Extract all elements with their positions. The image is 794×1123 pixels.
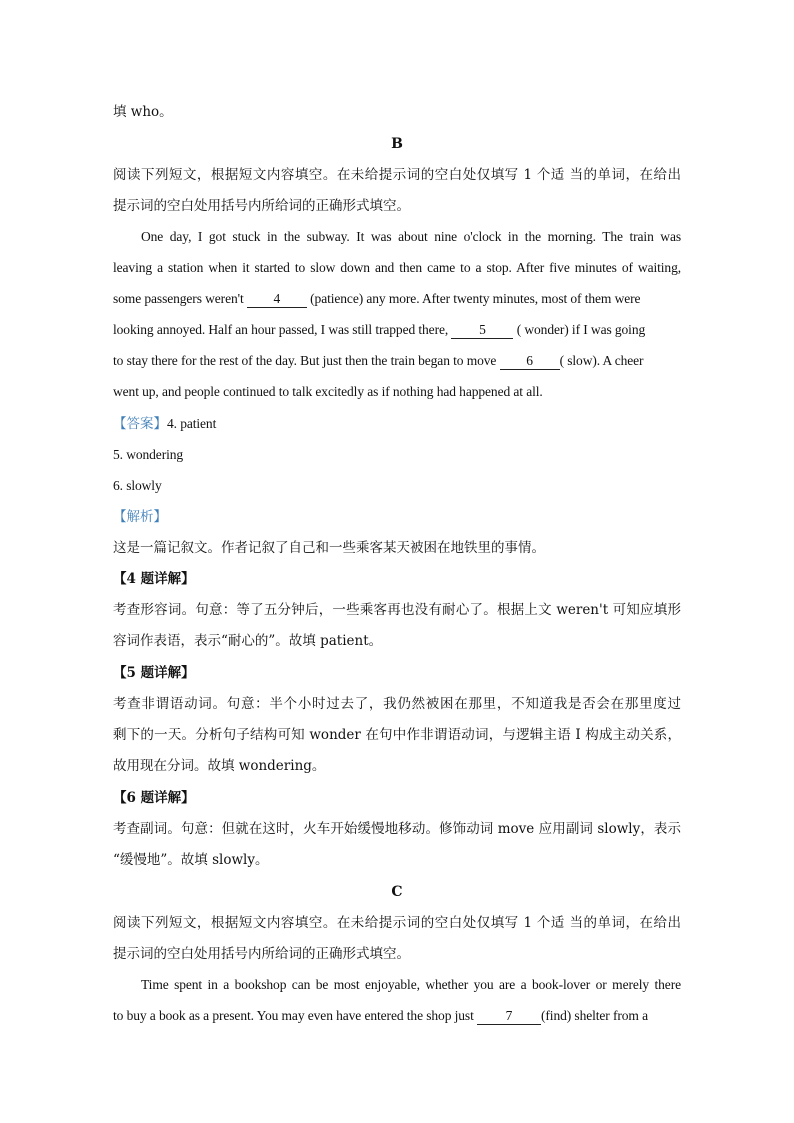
passage-b-line-5: [113, 351, 681, 371]
section-b-instruction-1: 阅读下列短文，根据短文内容填空。在未给提示词的空白处仅填写 1 个适 当的单词，在给出: [113, 167, 681, 183]
passage-b-line-2: leaving a station when it started to slow down and then came to a stop. After five minutes of waiting,: [113, 260, 681, 275]
q4-label: 【4 题详解】: [113, 571, 195, 587]
blank-4[interactable]: 4: [247, 292, 307, 308]
q4-line-1: 考查形容词。句意：等了五分钟后，一些乘客再也没有耐心了。根据上文 weren't 可知应填形: [113, 602, 681, 618]
passage-b-line-3-end: (patience) any more. After twenty minutes, most of them were: [306, 291, 641, 306]
q6-label: 【6 题详解】: [113, 790, 195, 806]
passage-c-line-2-start: to buy a book as a present. You may even have entered the shop just: [113, 1008, 477, 1023]
analysis-label: 【解析】: [113, 509, 167, 525]
q5-line-2: 剩下的一天。分析句子结构可知 wonder 在句中作非谓语动词，与逻辑主语 I 构成主动关系，: [113, 727, 681, 743]
section-b-instruction-2: 提示词的空白处用括号内所给词的正确形式填空。: [113, 198, 410, 214]
q5-line-3: 故用现在分词。故填 wondering。: [113, 758, 326, 774]
section-c-instruction-2: 提示词的空白处用括号内所给词的正确形式填空。: [113, 946, 410, 962]
answer-row: [113, 414, 681, 434]
passage-b-line-6: went up, and people continued to talk excitedly as if nothing had happened at all.: [113, 384, 543, 399]
section-c-instruction-1: 阅读下列短文，根据短文内容填空。在未给提示词的空白处仅填写 1 个适 当的单词，在给出: [113, 915, 681, 931]
q5-line-1: 考查非谓语动词。句意：半个小时过去了，我仍然被困在那里，不知道我是否会在那里度过: [113, 696, 681, 712]
passage-b-line-4-end: ( wonder) if I was going: [513, 322, 646, 337]
passage-b-line-3-start: some passengers weren't: [113, 291, 247, 306]
q6-line-2: “缓慢地”。故填 slowly。: [113, 852, 269, 868]
passage-b-line-5-end: ( slow). A cheer: [559, 353, 644, 368]
answer-6: 6. slowly: [113, 478, 162, 493]
analysis-text: 这是一篇记叙文。作者记叙了自己和一些乘客某天被困在地铁里的事情。: [113, 540, 545, 556]
passage-b-line-4-start: looking annoyed. Half an hour passed, I was still trapped there,: [113, 322, 452, 337]
blank-7[interactable]: 7: [477, 1009, 541, 1025]
continued-answer-line: 填 who。: [113, 104, 173, 120]
passage-c-line-2-end: (find) shelter from a: [541, 1008, 648, 1023]
blank-5[interactable]: 5: [451, 323, 513, 339]
passage-b-line-4: [113, 320, 681, 340]
passage-b-line-1: One day, I got stuck in the subway. It was about nine o'clock in the morning. The train was: [141, 229, 681, 244]
section-b-heading: B: [391, 136, 403, 152]
passage-c-line-2: [113, 1006, 681, 1026]
passage-c-line-1: Time spent in a bookshop can be most enjoyable, whether you are a book-lover or merely there: [141, 977, 681, 992]
answer-5: 5. wondering: [113, 447, 184, 462]
answer-label: 【答案】: [113, 416, 167, 432]
blank-6[interactable]: 6: [500, 354, 560, 370]
passage-b-line-5-start: to stay there for the rest of the day. But just then the train began to move: [113, 353, 500, 368]
section-c-heading: C: [391, 884, 403, 900]
passage-b-line-3: [113, 289, 681, 309]
q4-line-2: 容词作表语，表示“耐心的”。故填 patient。: [113, 633, 383, 649]
q6-line-1: 考查副词。句意：但就在这时，火车开始缓慢地移动。修饰动词 move 应用副词 slowly，表示: [113, 821, 681, 837]
q5-label: 【5 题详解】: [113, 665, 195, 681]
answer-4: 4. patient: [167, 416, 217, 431]
